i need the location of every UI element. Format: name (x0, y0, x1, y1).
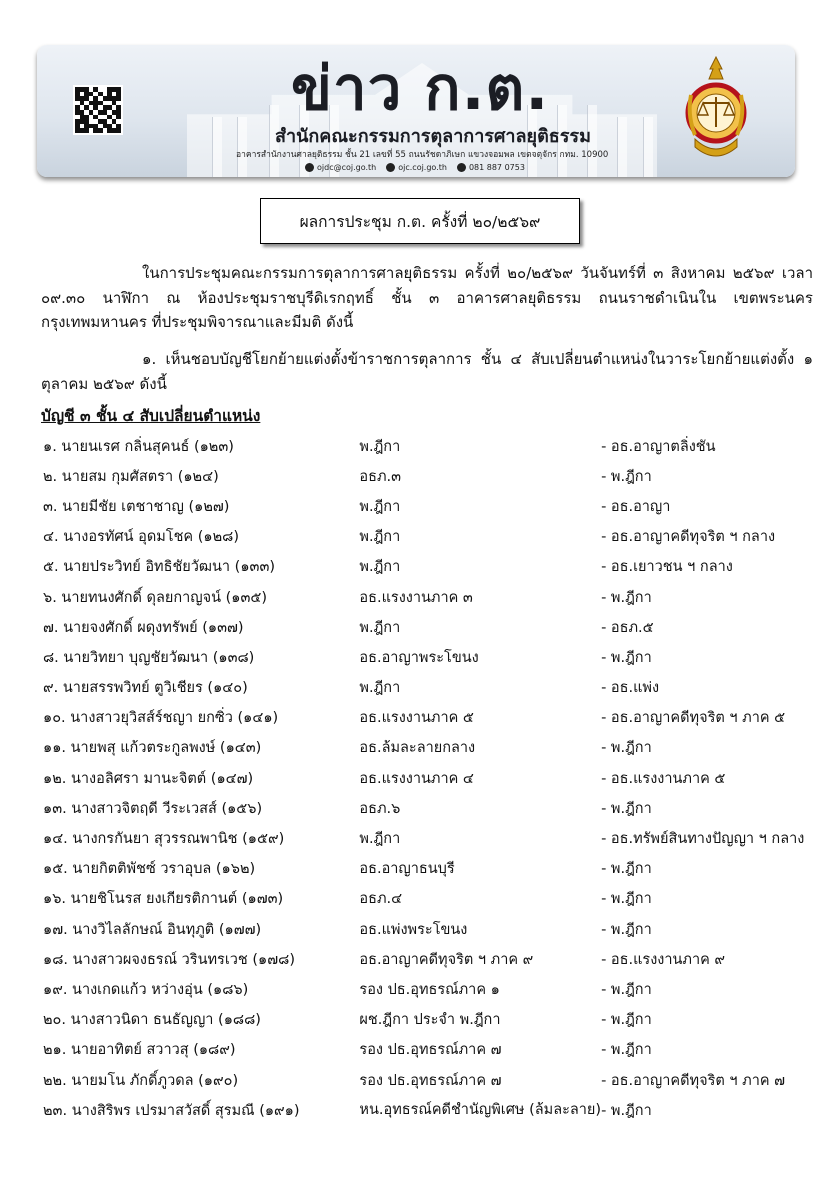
table-row (43, 522, 831, 552)
new-position: - พ.ฎีกา (601, 891, 652, 908)
official-name: ๑๔. นางกรกันยา สุวรรณพานิช (๑๕๙) (43, 831, 285, 848)
email-icon (305, 163, 314, 172)
current-position: อธ.อาญาคดีทุจริต ฯ ภาค ๙ (359, 951, 534, 968)
official-name: ๑๙. นางเกดแก้ว หว่างอุ่น (๑๘๖) (43, 981, 249, 998)
official-name: ๑๖. นายชิโนรส ยงเกียรติกานต์ (๑๗๓) (43, 891, 284, 908)
court-emblem-icon (685, 55, 747, 165)
table-row (43, 582, 831, 612)
new-position: - อธภ.๕ (601, 619, 654, 636)
table-row (43, 884, 831, 914)
new-position: - อธ.อาญาคดีทุจริต ฯ ภาค ๕ (601, 710, 786, 727)
new-position: - พ.ฎีกา (601, 921, 652, 938)
table-row (43, 733, 831, 763)
new-position: - อธ.แพ่ง (601, 680, 660, 697)
current-position: อธ.แรงงานภาค ๕ (359, 710, 474, 727)
current-position: อธ.แรงงานภาค ๔ (359, 770, 474, 787)
banner-title: ข่าว ก.ต. (291, 54, 550, 124)
table-row (43, 673, 831, 703)
contact-phone[interactable] (457, 162, 525, 173)
contact-website-text: ojc.coj.go.th (398, 163, 447, 172)
table-row (43, 854, 831, 884)
new-position: - อธ.อาญา (601, 498, 671, 515)
resolution-item-paragraph: ๑. เห็นชอบบัญชีโยกย้ายแต่งตั้งข้าราชการตุลาการ ชั้น ๔ สับเปลี่ยนตำแหน่งในวาระโยกย้ายแต่งตั้ง ๑ ตุลาคม ๒๕๖๙ ดังนี้ (41, 350, 813, 393)
new-position: - พ.ฎีกา (601, 981, 652, 998)
official-name: ๙. นายสรรพวิทย์ ตูวิเชียร (๑๔๐) (43, 680, 248, 697)
table-row (43, 703, 831, 733)
table-row (43, 944, 831, 974)
current-position: รอง ปธ.อุทธรณ์ภาค ๗ (359, 1072, 502, 1089)
official-name: ๑๑. นายพสุ แก้วตระกูลพงษ์ (๑๔๓) (43, 740, 262, 757)
current-position: พ.ฎีกา (359, 438, 401, 455)
current-position: อธภ.๓ (359, 468, 402, 485)
new-position: - อธ.แรงงานภาค ๙ (601, 951, 726, 968)
official-name: ๔. นางอรทัศน์ อุดมโชค (๑๒๘) (43, 529, 239, 546)
qr-code[interactable] (73, 85, 123, 135)
current-position: หน.อุทธรณ์คดีชำนัญพิเศษ (ล้มละลาย) (359, 1102, 602, 1119)
current-position: พ.ฎีกา (359, 831, 401, 848)
contact-email-text: ojdc@coj.go.th (317, 163, 377, 172)
current-position: พ.ฎีกา (359, 680, 401, 697)
current-position: อธ.ล้มละลายกลาง (359, 740, 476, 757)
current-position: พ.ฎีกา (359, 529, 401, 546)
current-position: อธภ.๖ (359, 800, 401, 817)
new-position: - อธ.อาญาตลิ่งชัน (601, 438, 716, 455)
contact-list (305, 162, 525, 173)
official-name: ๑๗. นางวิไลลักษณ์ อินทุภูติ (๑๗๗) (43, 921, 262, 938)
table-row (43, 612, 831, 642)
current-position: ผช.ฎีกา ประจำ พ.ฎีกา (359, 1012, 501, 1029)
official-name: ๒๒. นายมโน ภักดิ์ภูวดล (๑๙๐) (43, 1072, 239, 1089)
official-name: ๒๓. นางสิริพร เปรมาสวัสดิ์ สุรมณี (๑๙๑) (43, 1102, 300, 1119)
current-position: อธ.อาญาธนบุรี (359, 861, 455, 878)
table-row (43, 552, 831, 582)
official-name: ๒๐. นางสาวนิดา ธนธัญญา (๑๘๘) (43, 1012, 261, 1029)
official-name: ๖. นายทนงศักดิ์ ดุลยกาญจน์ (๑๓๕) (43, 589, 268, 606)
current-position: พ.ฎีกา (359, 559, 401, 576)
current-position: รอง ปธ.อุทธรณ์ภาค ๗ (359, 1042, 502, 1059)
new-position: - พ.ฎีกา (601, 1042, 652, 1059)
contact-website[interactable] (386, 162, 447, 173)
official-name: ๑. นายนเรศ กลิ่นสุคนธ์ (๑๒๓) (43, 438, 234, 455)
table-row (43, 642, 831, 672)
list-title: บัญชี ๓ ชั้น ๔ สับเปลี่ยนตำแหน่ง (41, 407, 261, 425)
new-position: - พ.ฎีกา (601, 649, 652, 666)
header-banner (37, 45, 795, 177)
contact-email[interactable] (305, 162, 376, 173)
new-position: - อธ.แรงงานภาค ๕ (601, 770, 726, 787)
banner-subtitle: สำนักคณะกรรมการตุลาการศาลยุติธรรม (275, 126, 591, 147)
new-position: - อธ.ทรัพย์สินทางปัญญา ฯ กลาง (601, 831, 805, 848)
official-name: ๓. นายมีชัย เตชาชาญ (๑๒๗) (43, 498, 230, 515)
current-position: พ.ฎีกา (359, 619, 401, 636)
table-row (43, 461, 831, 491)
new-position: - อธ.อาญาคดีทุจริต ฯ กลาง (601, 529, 776, 546)
official-name: ๕. นายประวิทย์ อิทธิชัยวัฒนา (๑๓๓) (43, 559, 276, 576)
official-name: ๑๓. นางสาวจิตฤดี วีระเวสส์ (๑๕๖) (43, 800, 263, 817)
official-name: ๑๐. นางสาวยุวิสส์ร์ชญา ยกซิ่ว (๑๔๑) (43, 710, 279, 727)
table-row (43, 491, 831, 521)
table-row (43, 1065, 831, 1095)
table-row (43, 1035, 831, 1065)
table-row (43, 1095, 831, 1125)
new-position: - พ.ฎีกา (601, 861, 652, 878)
current-position: อธภ.๔ (359, 891, 403, 908)
current-position: อธ.แรงงานภาค ๓ (359, 589, 473, 606)
official-name: ๑๕. นายกิตติพัชซ์ วราอุบล (๑๖๒) (43, 861, 256, 878)
transfer-table (43, 431, 831, 1125)
banner-address: อาคารสำนักงานศาลยุติธรรม ชั้น 21 เลขที่ 55 ถนนรัชดาภิเษก แขวงจอมพล เขตจตุจักร กทม. 10900 (236, 150, 609, 160)
new-position: - อธ.เยาวชน ฯ กลาง (601, 559, 733, 576)
current-position: อธ.แพ่งพระโขนง (359, 921, 468, 938)
official-name: ๑๒. นางอลิศรา มานะจิตต์ (๑๔๗) (43, 770, 254, 787)
official-name: ๑๘. นางสาวผจงธรณ์ วรินทรเวช (๑๗๘) (43, 951, 295, 968)
new-position: - พ.ฎีกา (601, 468, 652, 485)
current-position: รอง ปธ.อุทธรณ์ภาค ๑ (359, 981, 500, 998)
official-name: ๘. นายวิทยา บุญชัยวัฒนา (๑๓๘) (43, 649, 255, 666)
official-name: ๗. นายจงศักดิ์ ผดุงทรัพย์ (๑๓๗) (43, 619, 244, 636)
new-position: - พ.ฎีกา (601, 1102, 652, 1119)
table-row (43, 974, 831, 1004)
globe-icon (386, 163, 395, 172)
table-row (43, 1005, 831, 1035)
new-position: - พ.ฎีกา (601, 589, 652, 606)
current-position: อธ.อาญาพระโขนง (359, 649, 479, 666)
table-row (43, 793, 831, 823)
table-row (43, 823, 831, 853)
intro-paragraph: ในการประชุมคณะกรรมการตุลาการศาลยุติธรรม ครั้งที่ ๒๐/๒๕๖๙ วันจันทร์ที่ ๓ สิงหาคม ๒๕๖๙ เวลา ๐๙.๓๐ นาฬิกา ณ ห้องประชุมราชบุรีดิเรกฤทธิ์ ชั้น ๓ อาคารศาลยุติธรรม ถนนราชดำเนินใน เขตพระนคร กรุงเทพมหานคร ที่ประชุมพิจารณาและมีมติ ดังนี้ (41, 264, 813, 331)
table-row (43, 914, 831, 944)
contact-phone-text: 081 887 0753 (468, 163, 525, 172)
meeting-result-heading-text: ผลการประชุม ก.ต. ครั้งที่ ๒๐/๒๕๖๙ (299, 212, 541, 231)
official-name: ๒๑. นายอาทิตย์ สวาวสุ (๑๘๙) (43, 1042, 236, 1059)
new-position: - พ.ฎีกา (601, 1012, 652, 1029)
transfer-table-body (43, 431, 831, 1125)
table-row (43, 763, 831, 793)
phone-icon (457, 163, 466, 172)
new-position: - พ.ฎีกา (601, 800, 652, 817)
meeting-result-heading (260, 198, 580, 244)
official-name: ๒. นายสม กุมศัสตรา (๑๒๔) (43, 468, 219, 485)
new-position: - อธ.อาญาคดีทุจริต ฯ ภาค ๗ (601, 1072, 786, 1089)
current-position: พ.ฎีกา (359, 498, 401, 515)
new-position: - พ.ฎีกา (601, 740, 652, 757)
table-row (43, 431, 831, 461)
